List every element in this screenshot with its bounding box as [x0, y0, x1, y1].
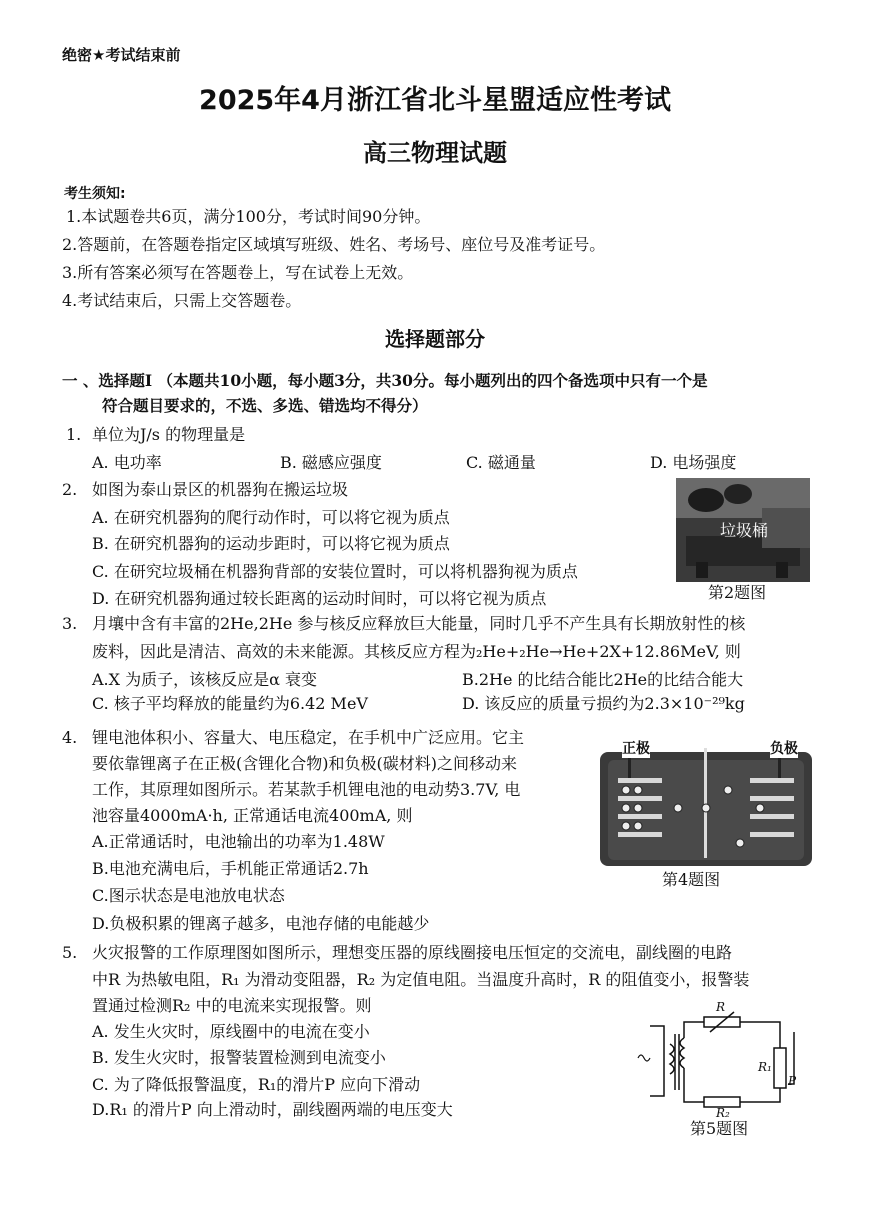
option-c: C. 为了降低报警温度，R₁的滑片P 应向下滑动	[92, 1075, 421, 1094]
option-b: B. 磁感应强度	[280, 453, 382, 472]
option-c: C.图示状态是电池放电状态	[92, 886, 285, 905]
lithium-battery-diagram	[600, 738, 812, 866]
option-d: D. 该反应的质量亏损约为2.3×10⁻²⁹kg	[462, 694, 745, 713]
question-stem: 如图为泰山景区的机器狗在搬运垃圾	[92, 480, 349, 499]
figure-caption: 第5题图	[690, 1119, 749, 1138]
option-b: B. 发生火灾时，报警装置检测到电流变小	[92, 1048, 386, 1067]
option-a: A.X 为质子，该核反应是α 衰变	[92, 670, 318, 689]
option-d: D. 在研究机器狗通过较长距离的运动时间时，可以将它视为质点	[92, 589, 547, 608]
robot-dog-photo	[676, 478, 810, 582]
question-stem: 锂电池体积小、容量大、电压稳定，在手机中广泛应用。它主	[92, 728, 525, 747]
resistor-r-label: R	[716, 1000, 726, 1014]
notice-item: 4.考试结束后，只需上交答题卷。	[62, 291, 302, 310]
resistor-r2-label: R₂	[716, 1106, 730, 1120]
option-a: A. 电功率	[92, 453, 162, 472]
question-number: 5.	[62, 943, 78, 962]
question-stem: 单位为J/s 的物理量是	[92, 425, 246, 444]
question-stem-cont: 废料，因此是清洁、高效的未来能源。其核反应方程为₂He+₂He→He+2X+12.86MeV, 则	[92, 642, 741, 661]
question-number: 3.	[62, 614, 78, 633]
question-stem: 火灾报警的工作原理图如图所示，理想变压器的原线圈接电压恒定的交流电，副线圈的电路	[92, 943, 733, 962]
notice-heading: 考生须知:	[64, 186, 126, 202]
question-stem-cont: 中R 为热敏电阻，R₁ 为滑动变阻器，R₂ 为定值电阻。当温度升高时，R 的阻值变小，报警装	[92, 970, 750, 989]
option-a: A. 在研究机器狗的爬行动作时，可以将它视为质点	[92, 508, 450, 527]
notice-item: 1.本试题卷共6页，满分100分，考试时间90分钟。	[66, 207, 431, 226]
trash-bin-label: 垃圾桶	[720, 521, 769, 540]
option-c: C. 核子平均释放的能量约为6.42 MeV	[92, 694, 368, 713]
option-b: B.电池充满电后，手机能正常通话2.7h	[92, 859, 369, 878]
question-stem-cont: 工作，其原理如图所示。若某款手机锂电池的电动势3.7V, 电	[92, 780, 521, 799]
option-b: B.2He 的比结合能比2He的比结合能大	[462, 670, 744, 689]
question-number: 2.	[62, 480, 78, 499]
confidential-label: 绝密★考试结束前	[62, 46, 181, 64]
resistor-r1-label: R₁	[758, 1060, 772, 1074]
notice-item: 2.答题前，在答题卷指定区域填写班级、姓名、考场号、座位号及准考证号。	[62, 235, 606, 254]
question-number: 4.	[62, 728, 78, 747]
slider-p-label: P	[788, 1074, 797, 1088]
part1-heading-cont: 符合题目要求的，不选、多选、错选均不得分）	[102, 396, 428, 415]
part1-heading: 一 、选择题I （本题共10小题，每小题3分，共30分。每小题列出的四个备选项中只有一个是	[62, 371, 708, 390]
option-d: D. 电场强度	[650, 453, 737, 472]
positive-electrode-label: 正极	[622, 738, 650, 758]
figure-caption: 第4题图	[662, 870, 721, 889]
fire-alarm-circuit	[630, 1000, 810, 1120]
question-number: 1.	[66, 425, 82, 444]
section-title: 选择题部分	[385, 327, 485, 351]
notice-item: 3.所有答案必须写在答题卷上，写在试卷上无效。	[62, 263, 414, 282]
option-d: D.R₁ 的滑片P 向上滑动时，副线圈两端的电压变大	[92, 1100, 453, 1119]
option-c: C. 磁通量	[466, 453, 536, 472]
option-d: D.负极积累的锂离子越多，电池存储的电能越少	[92, 914, 430, 933]
option-b: B. 在研究机器狗的运动步距时，可以将它视为质点	[92, 534, 450, 553]
exam-title: 2025年4月浙江省北斗星盟适应性考试	[199, 85, 671, 116]
option-a: A. 发生火灾时，原线圈中的电流在变小	[92, 1022, 370, 1041]
question-stem: 月壤中含有丰富的2He,2He 参与核反应释放巨大能量，同时几乎不产生具有长期放射性的核	[92, 614, 746, 633]
question-stem-cont: 要依靠锂离子在正极(含锂化合物)和负极(碳材料)之间移动来	[92, 754, 517, 773]
circuit-graphic	[630, 1004, 810, 1120]
question-stem-cont: 置通过检测R₂ 中的电流来实现报警。则	[92, 996, 372, 1015]
negative-electrode-label: 负极	[770, 738, 798, 758]
option-a: A.正常通话时，电池输出的功率为1.48W	[92, 832, 385, 851]
question-stem-cont: 池容量4000mA·h, 正常通话电流400mA, 则	[92, 806, 413, 825]
figure-caption: 第2题图	[708, 583, 767, 602]
exam-subtitle: 高三物理试题	[363, 139, 507, 167]
option-c: C. 在研究垃圾桶在机器狗背部的安装位置时，可以将机器狗视为质点	[92, 562, 578, 581]
